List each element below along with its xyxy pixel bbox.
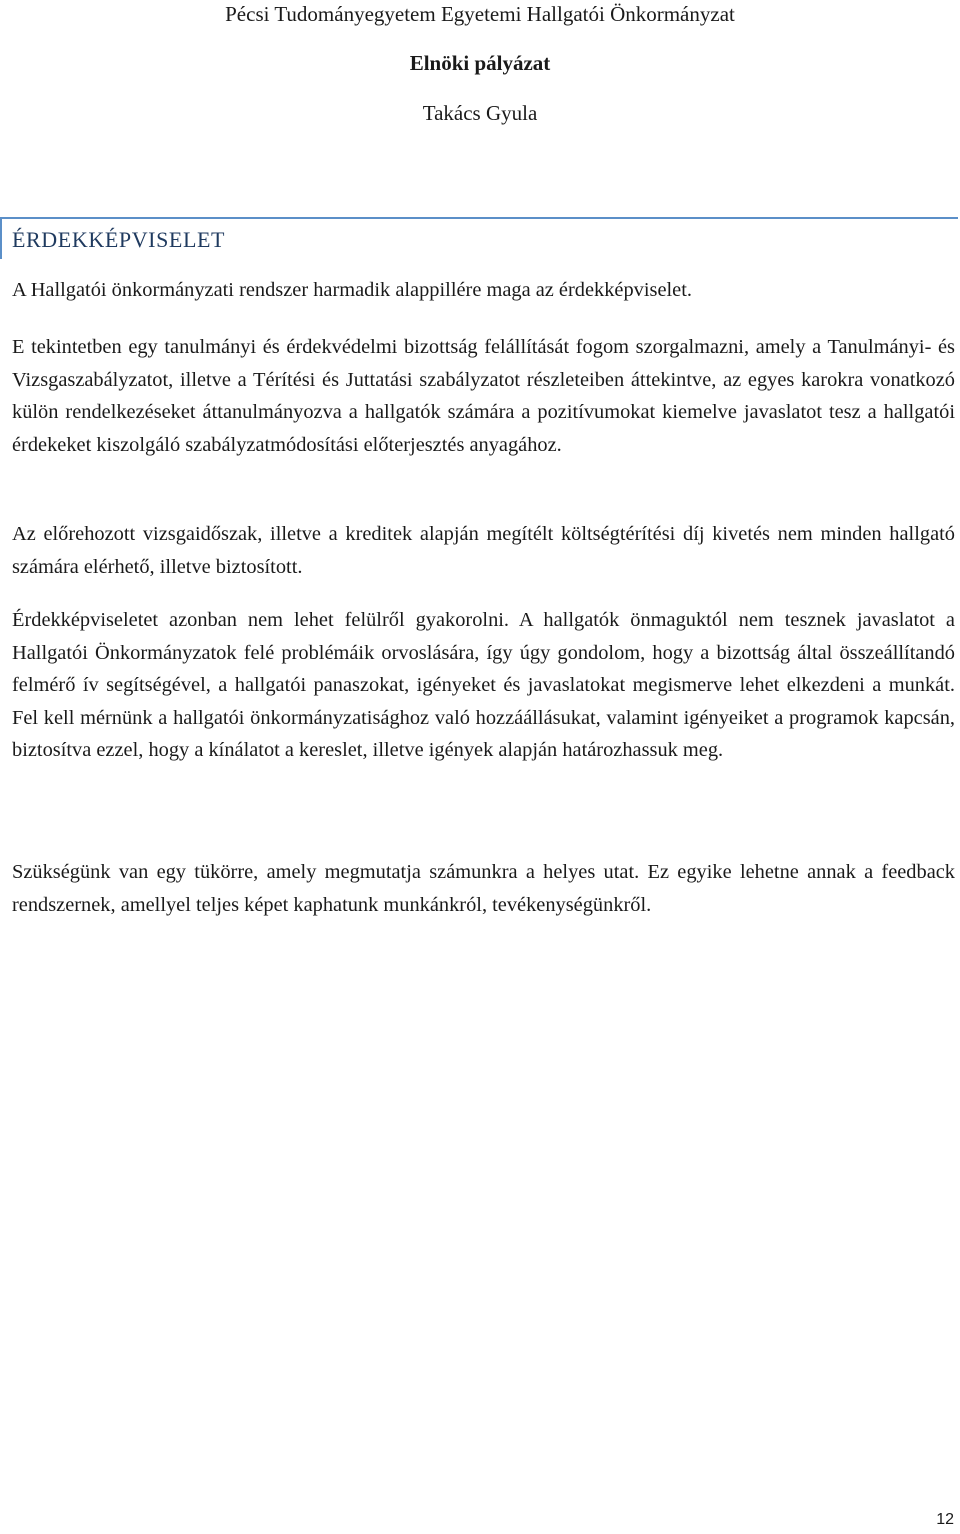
paragraph-committee: E tekintetben egy tanulmányi és érdekvédelmi bizottság felállítását fogom szorgalmazni, amely a Tanulmányi- és Vizsgaszabályzatot, illetve a Térítési és Juttatási szabályzatot részleteiben áttekintve, az egyes karokra vonatkozó külön rendelkezéseket áttanulmányozva a hallgatók számára a pozitívumokat kiemelve javaslatot tesz a hallgatói érdekeket kiszolgáló szabályzatmódosítási előterjesztés anyagához. xyxy=(12,336,955,456)
document-title: Elnöki pályázat xyxy=(409,51,551,75)
page-header-organization: Pécsi Tudományegyetem Egyetemi Hallgatói Önkormányzat xyxy=(225,2,735,26)
paragraph-representation: Érdekképviseletet azonban nem lehet felülről gyakorolni. A hallgatók önmaguktól nem tesznek javaslatot a Hallgatói Önkormányzatok felé problémáik orvoslására, így úgy gondolom, hogy a bizottság által összeállítandó felmérő ív segítségével, a hallgatói panaszokat, igényeket és javaslatokat megismerve lehet elkezdeni a munkát. Fel kell mérnünk a hallgatói önkormányzatisághoz való hozzáállásukat, valamint igényeiket a programok kapcsán, biztosítva ezzel, hogy a kínálatot a kereslet, illetve igények alapján határozhassuk meg. xyxy=(12,609,955,762)
document-author: Takács Gyula xyxy=(422,101,538,125)
paragraph-intro: A Hallgatói önkormányzati rendszer harmadik alappillére maga az érdekképviselet. xyxy=(12,279,692,301)
paragraph-exam-period: Az előrehozott vizsgaidőszak, illetve a kreditek alapján megítélt költségtérítési díj kivetés nem minden hallgató számára elérhető, illetve biztosított. xyxy=(12,523,955,578)
section-heading: ÉRDEKKÉPVISELET xyxy=(0,217,958,259)
page-number: 12 xyxy=(936,1511,954,1528)
paragraph-feedback: Szükségünk van egy tükörre, amely megmutatja számunkra a helyes utat. Ez egyike lehetne annak a feedback rendszernek, amellyel teljes képet kaphatunk munkánkról, tevékenységünkről. xyxy=(12,861,955,916)
